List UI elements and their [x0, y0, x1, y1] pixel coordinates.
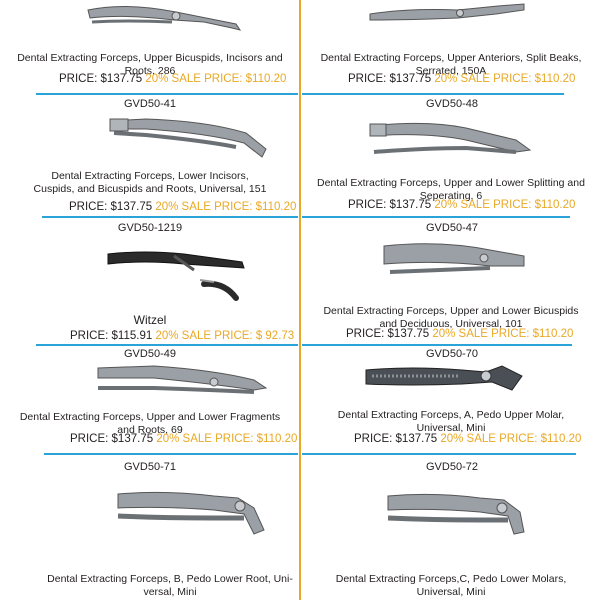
forceps-image — [86, 0, 246, 34]
sale-price: 20% SALE PRICE: $110.20 — [156, 433, 298, 445]
product-code: GVD50-47 — [426, 222, 478, 234]
product-code: GVD50-70 — [426, 348, 478, 360]
row-divider-4-left — [44, 453, 298, 455]
regular-price: PRICE: $137.75 — [348, 199, 432, 211]
column-divider — [299, 0, 301, 600]
product-title: Witzel — [133, 313, 167, 327]
sale-price: 20% SALE PRICE: $110.20 — [434, 73, 576, 85]
row-divider-2-right — [302, 216, 570, 218]
regular-price: PRICE: $137.75 — [59, 73, 143, 85]
product-title: Dental Extracting Forceps, Upper and Lower Bicuspids and Deciduous, Universal, 101 — [323, 305, 579, 330]
row-divider-1-right — [302, 93, 564, 95]
price-line — [70, 433, 297, 445]
product-title: Dental Extracting Forceps, B, Pedo Lower Root, Uni- versal, Mini — [47, 573, 293, 598]
regular-price: PRICE: $137.75 — [69, 201, 153, 213]
regular-price: PRICE: $137.75 — [354, 433, 438, 445]
product-title: Dental Extracting Forceps, Upper Anteriors, Split Beaks, Serrated, 150A — [320, 52, 582, 77]
row-divider-3-left — [36, 344, 298, 346]
product-title: Dental Extracting Forceps, A, Pedo Upper Molar, Universal, Mini — [337, 409, 565, 434]
forceps-image — [366, 118, 536, 168]
row-divider-3-right — [302, 344, 572, 346]
regular-price: PRICE: $137.75 — [348, 73, 432, 85]
forceps-image — [380, 236, 530, 284]
product-code: GVD50-1219 — [117, 222, 183, 234]
row-divider-4-right — [302, 453, 576, 455]
forceps-image — [384, 484, 534, 546]
product-title: Dental Extracting Forceps, Upper Bicuspids, Incisors and Roots, 286 — [17, 52, 283, 77]
product-title: Dental Extracting Forceps, Upper and Lower Fragments and Roots, 69 — [19, 411, 281, 436]
product-code: GVD50-48 — [426, 98, 478, 110]
sale-price: 20% SALE PRICE: $ 92.73 — [155, 330, 295, 342]
price-line — [346, 328, 573, 340]
forceps-image — [362, 362, 530, 402]
product-code: GVD50-49 — [124, 348, 176, 360]
row-divider-2-left — [42, 216, 298, 218]
sale-price: 20% SALE PRICE: $110.20 — [145, 73, 287, 85]
sale-price: 20% SALE PRICE: $110.20 — [432, 328, 574, 340]
price-line — [69, 201, 296, 213]
regular-price: PRICE: $137.75 — [346, 328, 430, 340]
sale-price: 20% SALE PRICE: $110.20 — [155, 201, 297, 213]
sale-price: 20% SALE PRICE: $110.20 — [434, 199, 576, 211]
forceps-image — [104, 242, 254, 306]
regular-price: PRICE: $115.91 — [70, 330, 153, 342]
price-line — [354, 433, 581, 445]
forceps-image — [106, 115, 276, 163]
product-title: Dental Extracting Forceps,C, Pedo Lower Molars, Universal, Mini — [335, 573, 567, 598]
forceps-image — [114, 482, 274, 548]
product-code: GVD50-71 — [124, 461, 176, 473]
product-title: Dental Extracting Forceps, Upper and Lower Splitting and Seperating, 6 — [317, 177, 585, 202]
price-line — [70, 330, 294, 342]
regular-price: PRICE: $137.75 — [70, 433, 154, 445]
product-title: Dental Extracting Forceps, Lower Incisors, Cuspids, and Bicuspids and Roots, Universal, 151 — [33, 170, 267, 195]
row-divider-1-left — [36, 93, 298, 95]
price-line — [348, 199, 575, 211]
price-line — [59, 73, 286, 85]
forceps-image — [368, 0, 528, 26]
product-code: GVD50-72 — [426, 461, 478, 473]
price-line — [348, 73, 575, 85]
forceps-image — [94, 362, 270, 404]
product-code: GVD50-41 — [124, 98, 176, 110]
sale-price: 20% SALE PRICE: $110.20 — [440, 433, 582, 445]
